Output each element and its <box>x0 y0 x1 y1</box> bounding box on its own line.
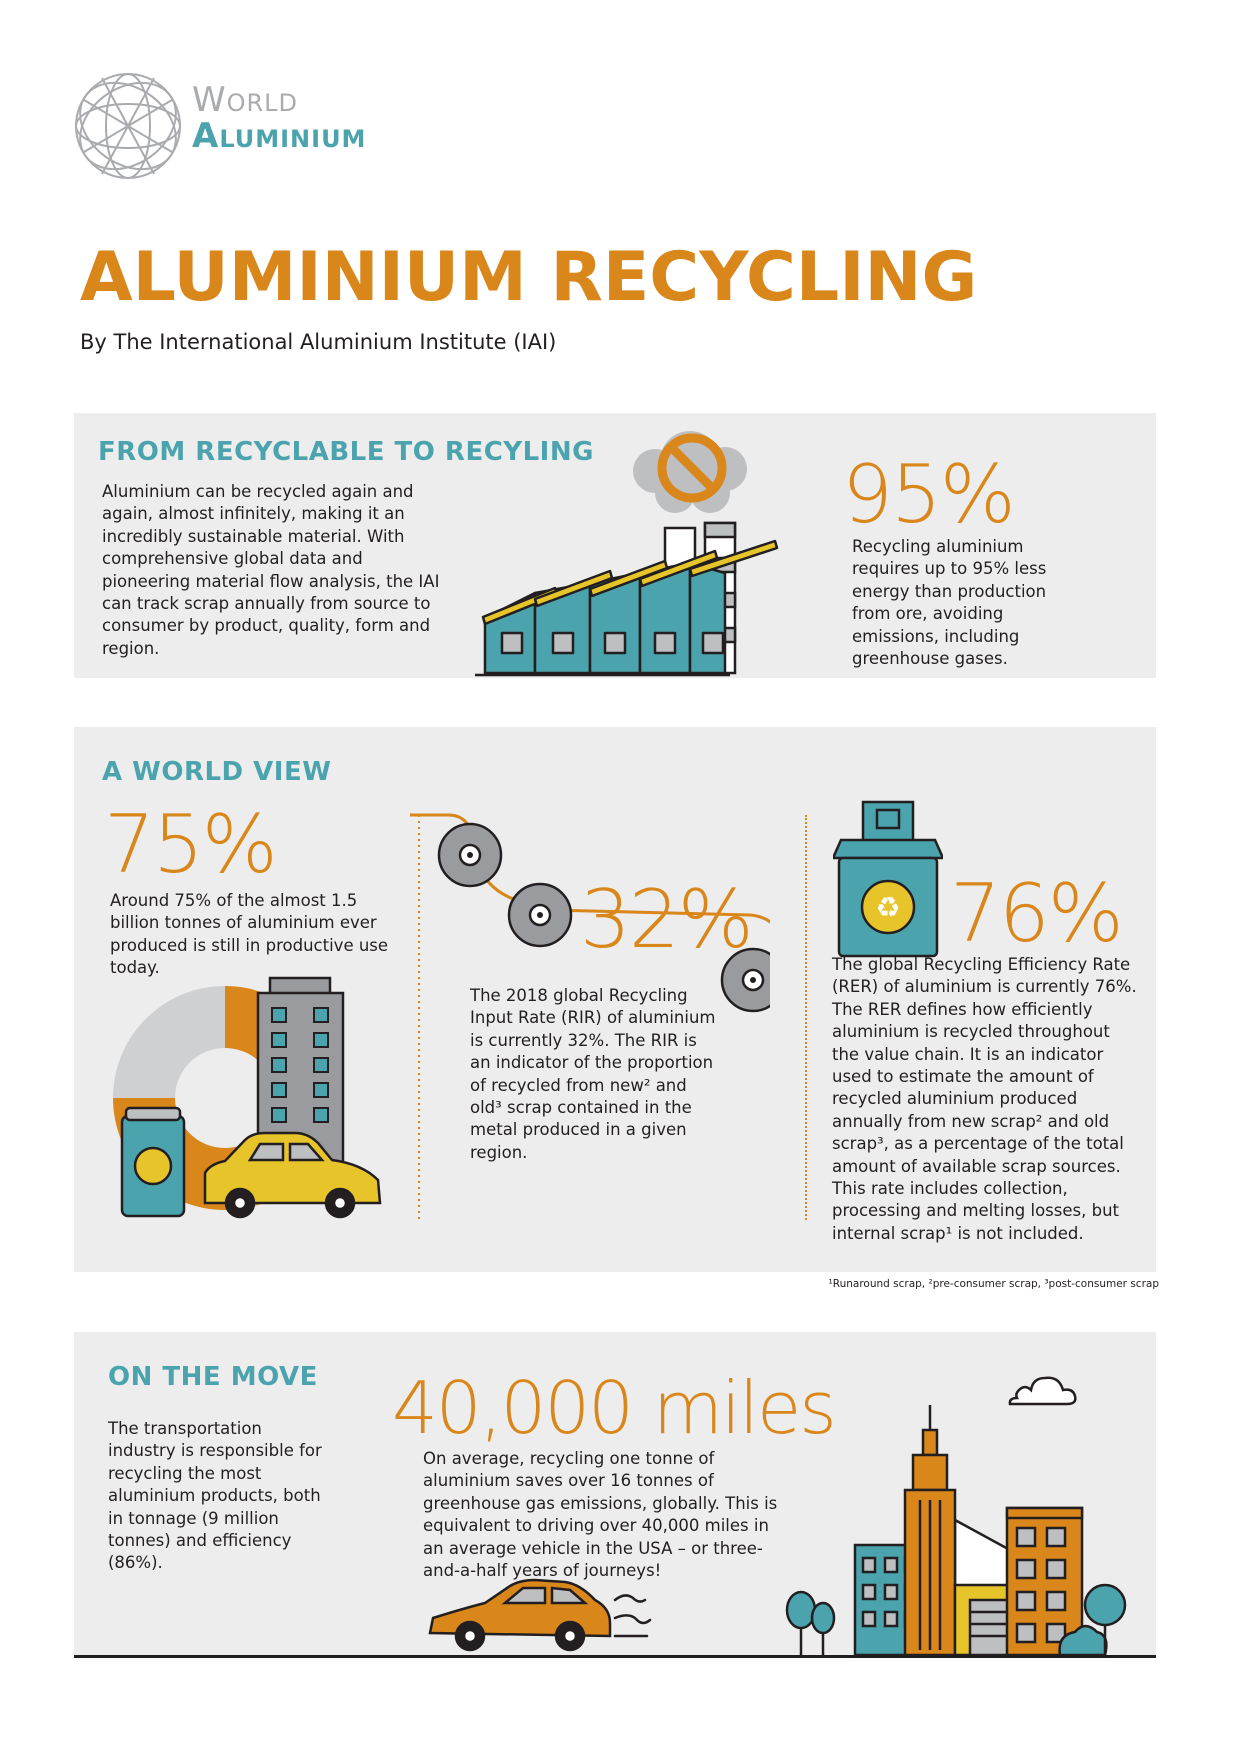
exhaust-icon <box>615 1595 650 1636</box>
logo-world: World <box>192 80 299 120</box>
section1-heading: FROM RECYCLABLE TO RECYLING <box>98 437 594 467</box>
recycle-symbol-icon: ♻ <box>875 891 901 924</box>
donut-remaining-segment <box>113 986 225 1098</box>
logo <box>72 70 412 180</box>
stat-40000-miles: 40,000 miles <box>392 1366 835 1450</box>
section3-heading: ON THE MOVE <box>108 1362 318 1392</box>
stat-76-text: The global Recycling Efficiency Rate (RER) of aluminium is currently 76%. The RER defines how efficiently aluminium is recycled throughout the value chain. It is an indicator used to estimate the amount of recycled aluminium produced annually from new scrap² and old scrap³, as a percentage of the total amount of available scrap sources. This rate includes collection, processing and melting losses, but internal scrap¹ is not included. <box>832 955 1137 1243</box>
divider <box>805 815 807 1220</box>
stat-75-percent: 75% <box>104 798 276 891</box>
stat-95-percent: 95% <box>842 448 1014 541</box>
stat-76-percent: 76% <box>950 867 1122 960</box>
section1-body: Aluminium can be recycled again and again, almost infinitely, making it an incredibly sustainable material. With comprehensive global data and pioneering material flow analysis, the IAI can track scrap annually from source to consumer by product, quality, form and region. <box>102 482 440 658</box>
logo-aluminium: Aluminium <box>192 116 367 156</box>
globe-logo-icon <box>72 70 184 182</box>
stat-75-text: Around 75% of the almost 1.5 billion tonnes of aluminium ever produced is still in productive use today. <box>110 891 389 978</box>
city-illustration <box>785 1400 1140 1660</box>
stat-40000-text: On average, recycling one tonne of aluminium saves over 16 tonnes of greenhouse gas emissions, globally. This is equivalent to driving over 40,000 miles in an average vehicle in the USA – or three-and-a-half years of journeys! <box>423 1449 778 1581</box>
recycling-bin-icon <box>833 800 943 960</box>
donut-illustration <box>100 968 390 1238</box>
stat-32-text: The 2018 global Recycling Input Rate (RIR) of aluminium is currently 32%. The RIR is an indicator of the proportion of recycled from new² and old³ scrap contained in the metal produced in a given region. <box>470 986 716 1162</box>
stat-95-text: Recycling aluminium requires up to 95% less energy than production from ore, avoiding emissions, including greenhouse gases. <box>852 537 1047 669</box>
stat-32-percent: 32% <box>580 873 752 966</box>
page-title: ALUMINIUM RECYCLING <box>80 238 978 317</box>
can-icon <box>122 1108 184 1216</box>
section2-heading: A WORLD VIEW <box>102 757 332 787</box>
factory-icon <box>475 423 805 678</box>
page-subtitle: By The International Aluminium Institute (IAI) <box>80 330 557 354</box>
section3-body: The transportation industry is responsible for recycling the most aluminium products, both in tonnage (9 million tonnes) and efficiency (86%). <box>108 1419 322 1573</box>
moving-car-icon <box>425 1578 655 1658</box>
car-icon <box>205 1133 380 1217</box>
footnote: ¹Runaround scrap, ²pre-consumer scrap, ³post-consumer scrap <box>828 1278 1159 1290</box>
